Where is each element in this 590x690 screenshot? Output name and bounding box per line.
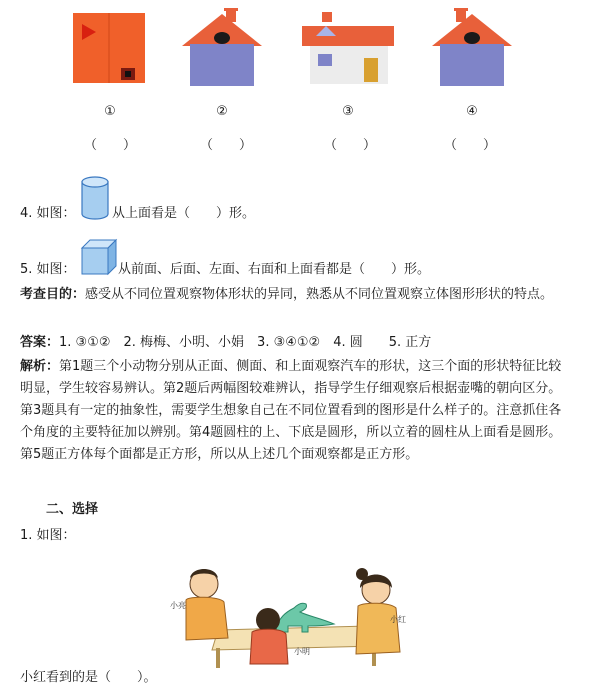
question-5-prefix: 5. 如图： (20, 262, 76, 277)
answer-label: 答案： (20, 335, 60, 350)
figure-3-number: ③ (342, 104, 354, 119)
question-1-text: 小红看到的是（ ）。 (20, 670, 157, 685)
question-1-prefix: 1. 如图： (20, 528, 76, 543)
figure-1-number: ① (104, 104, 116, 119)
round-window (214, 32, 230, 44)
question-5-text: 从前面、后面、左面、右面和上面看都是（ ）形。 (118, 262, 431, 277)
analysis-text: 第1题三个小动物分别从正面、侧面、和上面观察汽车的形状，这三个面的形状特征比较明显，学生较容易辨认。第2题后两幅图较难辨认，指导学生仔细观察后根据壶嘴的朝向区分。第3题具有一定的抽象性，需要学生想象自己在不同位置看到的图形是什么样子的。注意抓住各个角度的主要特征加以辨别。第4题圆柱的上、下底是圆形，所以立着的圆柱从上面看是圆形。第5题正方体每个面都是正方形，所以从上述几个面观察都是正方形。 (20, 359, 562, 462)
question-4-prefix: 4. 如图： (20, 206, 76, 221)
question-4 (20, 204, 76, 224)
round-window (464, 32, 480, 44)
left-child-body (186, 597, 228, 640)
roof (302, 26, 394, 46)
figure-2-answer-blank[interactable]: （ ） (199, 138, 252, 153)
label-right-child: 小红 (390, 615, 406, 624)
figure-2-house-side (180, 8, 264, 90)
figure-row (0, 0, 590, 160)
section-2-title: 二、选择 (46, 502, 99, 517)
chimney (322, 12, 332, 22)
purpose-text: 感受从不同位置观察物体形状的异同，熟悉从不同位置观察立体图形形状的特点。 (85, 287, 554, 302)
purpose-paragraph (20, 284, 572, 306)
cylinder-icon (80, 176, 110, 220)
answer-text: 1. ③①② 2. 梅梅、小明、小娟 3. ③④①② 4. 圆 5. 正方 (59, 335, 432, 350)
door (364, 58, 378, 82)
square-window (318, 54, 332, 66)
figure-4-number: ④ (466, 104, 478, 119)
cube-icon (80, 238, 118, 276)
figure-3-answer-blank[interactable]: （ ） (323, 138, 376, 153)
center-child-body (250, 629, 288, 664)
figure-1-answer-blank[interactable]: （ ） (83, 138, 136, 153)
figure-2-number: ② (216, 104, 228, 119)
question-5 (20, 260, 76, 280)
label-center-child: 小明 (294, 647, 310, 656)
wall (190, 44, 254, 86)
figure-1-square-view (72, 8, 150, 86)
question-4-text: 从上面看是（ ）形。 (112, 206, 256, 221)
analysis-label: 解析： (20, 359, 60, 374)
right-child-body (356, 603, 400, 654)
answer-paragraph (20, 332, 572, 354)
center-child-head (256, 608, 280, 632)
label-left-child: 小亮 (170, 601, 186, 610)
figure-3-house-front (302, 8, 394, 88)
children-table-scene (168, 560, 408, 670)
purpose-label: 考查目的： (20, 287, 86, 302)
analysis-paragraph (20, 356, 572, 466)
wall (440, 44, 504, 86)
figure-4-answer-blank[interactable]: （ ） (443, 138, 496, 153)
figure-4-house-side (430, 8, 514, 90)
